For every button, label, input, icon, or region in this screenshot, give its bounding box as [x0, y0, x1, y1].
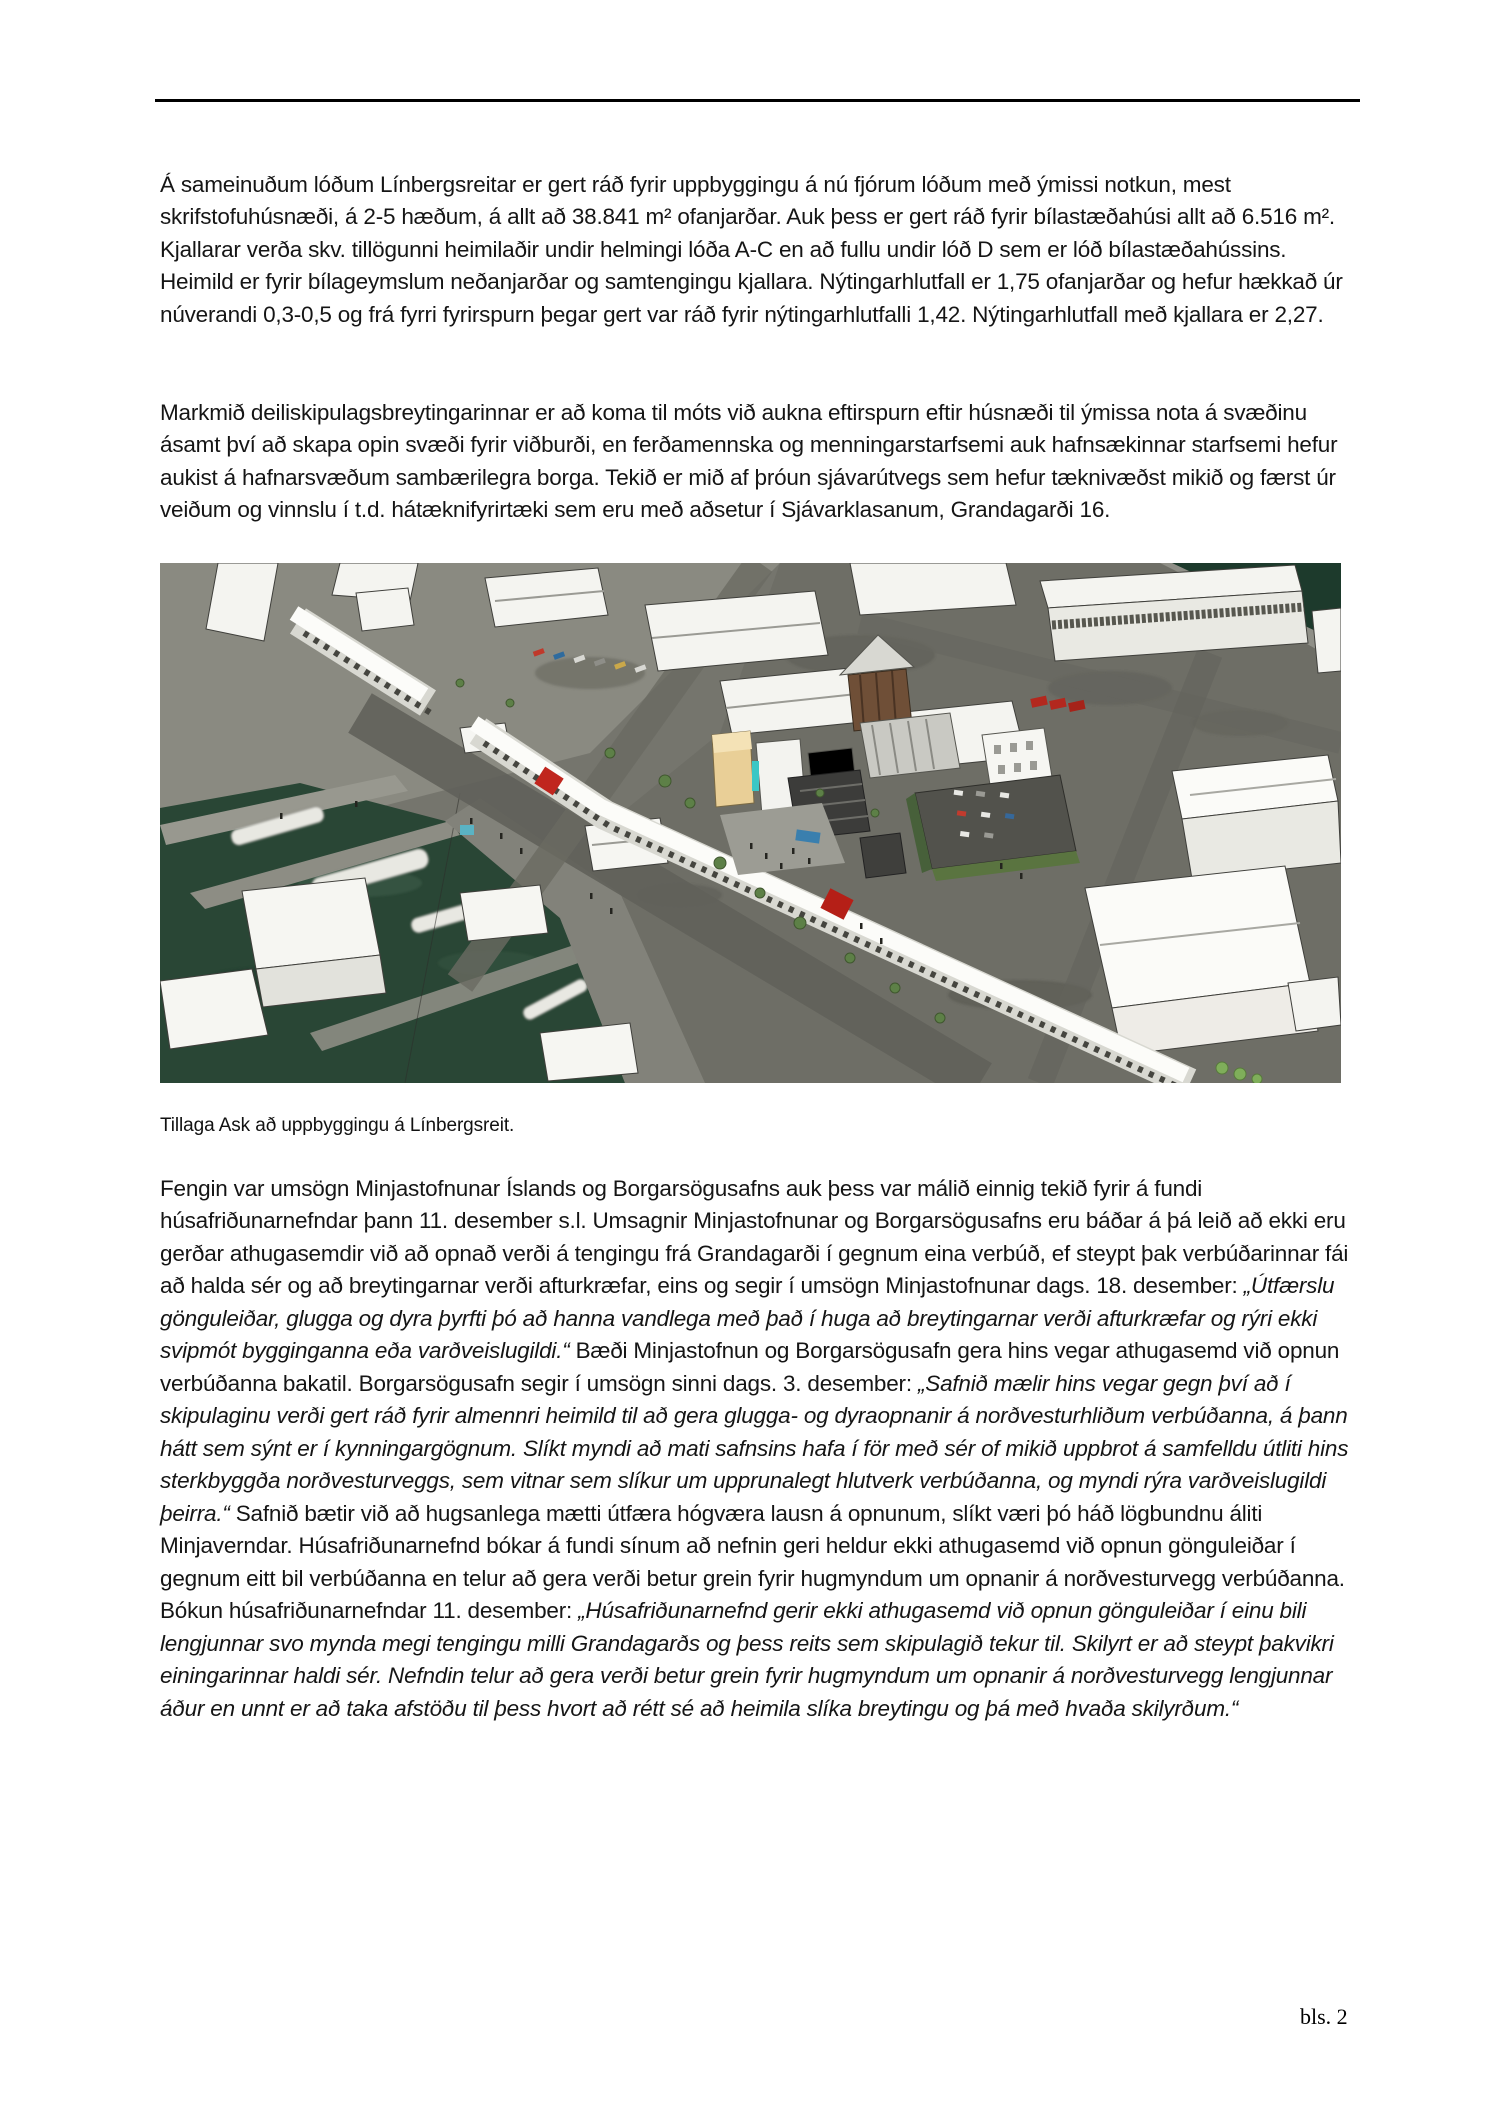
text-run: Bæði Minjastofnun og Borgarsögusafn gera hins vegar athugasemd við opnun verbúðanna bakatil. Borgarsögusafn segir í umsögn sinni dags. 3. desember: [160, 1338, 1340, 1396]
text-run: Fengin var umsögn Minjastofnunar Íslands og Borgarsögusafns auk þess var málið einnig tekið fyrir á fundi húsafriðunarnefndar þann 11. desember s.l. Umsagnir Minjastofnunar og Borgarsögusafns eru báðar á þá leið að ekki eru gerðar athugasemdir við að opnað verði á tengingu frá Grandagarði í gegnum eina verbúð, ef steypt þak verbúðarinnar fái að halda sér og að breytingarnar verði afturkræfar, eins og segir í umsögn Minjastofnunar dags. 18. desember: [160, 1175, 1349, 1298]
text-run: Safnið bætir við að hugsanlega mætti útfæra hógværa lausn á opnunum, slíkt væri þó háð lögbundnu áliti Minjaverndar. Húsafriðunarnefnd bókar á fundi sínum að nefnin geri heldur ekki athugasemd við opnun gönguleiðar í gegnum eitt bil verbúðanna en telur að gera verði betur grein fyrir hugmyndum um opnanir á norðvesturvegg verbúðanna. Bókun húsafriðunarnefndar 11. desember: [160, 1500, 1345, 1623]
aerial-rendering-graphic [160, 563, 1341, 1083]
page-number: bls. 2 [1300, 2004, 1348, 2029]
paragraph-development: Á sameinuðum lóðum Línbergsreitar er gert ráð fyrir uppbyggingu á nú fjórum lóðum með ýmissi notkun, mest skrifstofuhúsnæði, á 2-5 hæðum, á allt að 38.841 m² ofanjarðar. Auk þess er gert ráð fyrir bílastæðahúsi allt að 6.516 m². Kjallarar verða skv. tillögunni heimilaðir undir helmingi lóða A-C en að fullu undir lóð D sem er lóð bílastæðahússins. Heimild er fyrir bílageymslum neðanjarðar og samtengingu kjallara. Nýtingarhlutfall er 1,75 ofanjarðar og hefur hækkað úr núverandi 0,3-0,5 og frá fyrri fyrirspurn þegar gert var ráð fyrir nýtingarhlutfalli 1,42. Nýtingarhlutfall með kjallara er 2,27. [160, 171, 1343, 327]
text-run-quote: „Húsafriðunarnefnd gerir ekki athugasemd við opnun gönguleiðar í einu bili lengjunnar svo mynda megi tengingu milli Grandagarðs og þess reits sem skipulagið tekur til. Skilyrt er að steypt þakvikri einingarinnar haldi sér. Nefndin telur að gera verði betur grein fyrir hugmyndum um opnanir á norðvesturvegg lengjunnar áður en unnt er að taka afstöðu til þess hvort að rétt sé að heimila slíka breytingu og þá með hvaða skilyrðum.“ [160, 1598, 1334, 1721]
figure-rendering [160, 563, 1341, 1083]
paragraph-reviews [160, 1173, 1355, 1726]
figure-caption: Tillaga Ask að uppbyggingu á Línbergsreit. [160, 1115, 515, 1136]
header-rule [155, 99, 1360, 102]
paragraph-goals: Markmið deiliskipulagsbreytingarinnar er að koma til móts við aukna eftirspurn eftir húsnæði til ýmissa nota á svæðinu ásamt því að skapa opin svæði fyrir viðburði, en ferðamennska og menningarstarfsemi auk hafnsækinnar starfsemi hefur aukist á hafnarsvæðum sambærilegra borga. Tekið er mið af þróun sjávarútvegs sem hefur tæknivæðst mikið og færst úr veiðum og vinnslu í t.d. hátæknifyrirtæki sem eru með aðsetur í Sjávarklasanum, Grandagarði 16. [160, 399, 1338, 522]
text-run-quote: „Safnið mælir hins vegar gegn því að í skipulaginu verði gert ráð fyrir almennri heimild til að gera glugga- og dyraopnanir á norðvesturhliðum verbúðanna, á þann hátt sem sýnt er í kynningargögnum. Slíkt myndi að mati safnsins hafa í för með sér of mikið uppbrot á samfelldu útliti hins sterkbyggða norðvesturveggs, sem vitnar sem slíkur um upprunalegt hlutverk verbúðanna, og myndi rýra varðveislugildi þeirra.“ [160, 1370, 1349, 1526]
text-run-quote: „Útfærslu gönguleiðar, glugga og dyra þyrfti þó að hanna vandlega með það í huga að breytingarnar verði afturkræfar og rýri ekki svipmót bygginganna eða varðveislugildi.“ [160, 1273, 1335, 1363]
